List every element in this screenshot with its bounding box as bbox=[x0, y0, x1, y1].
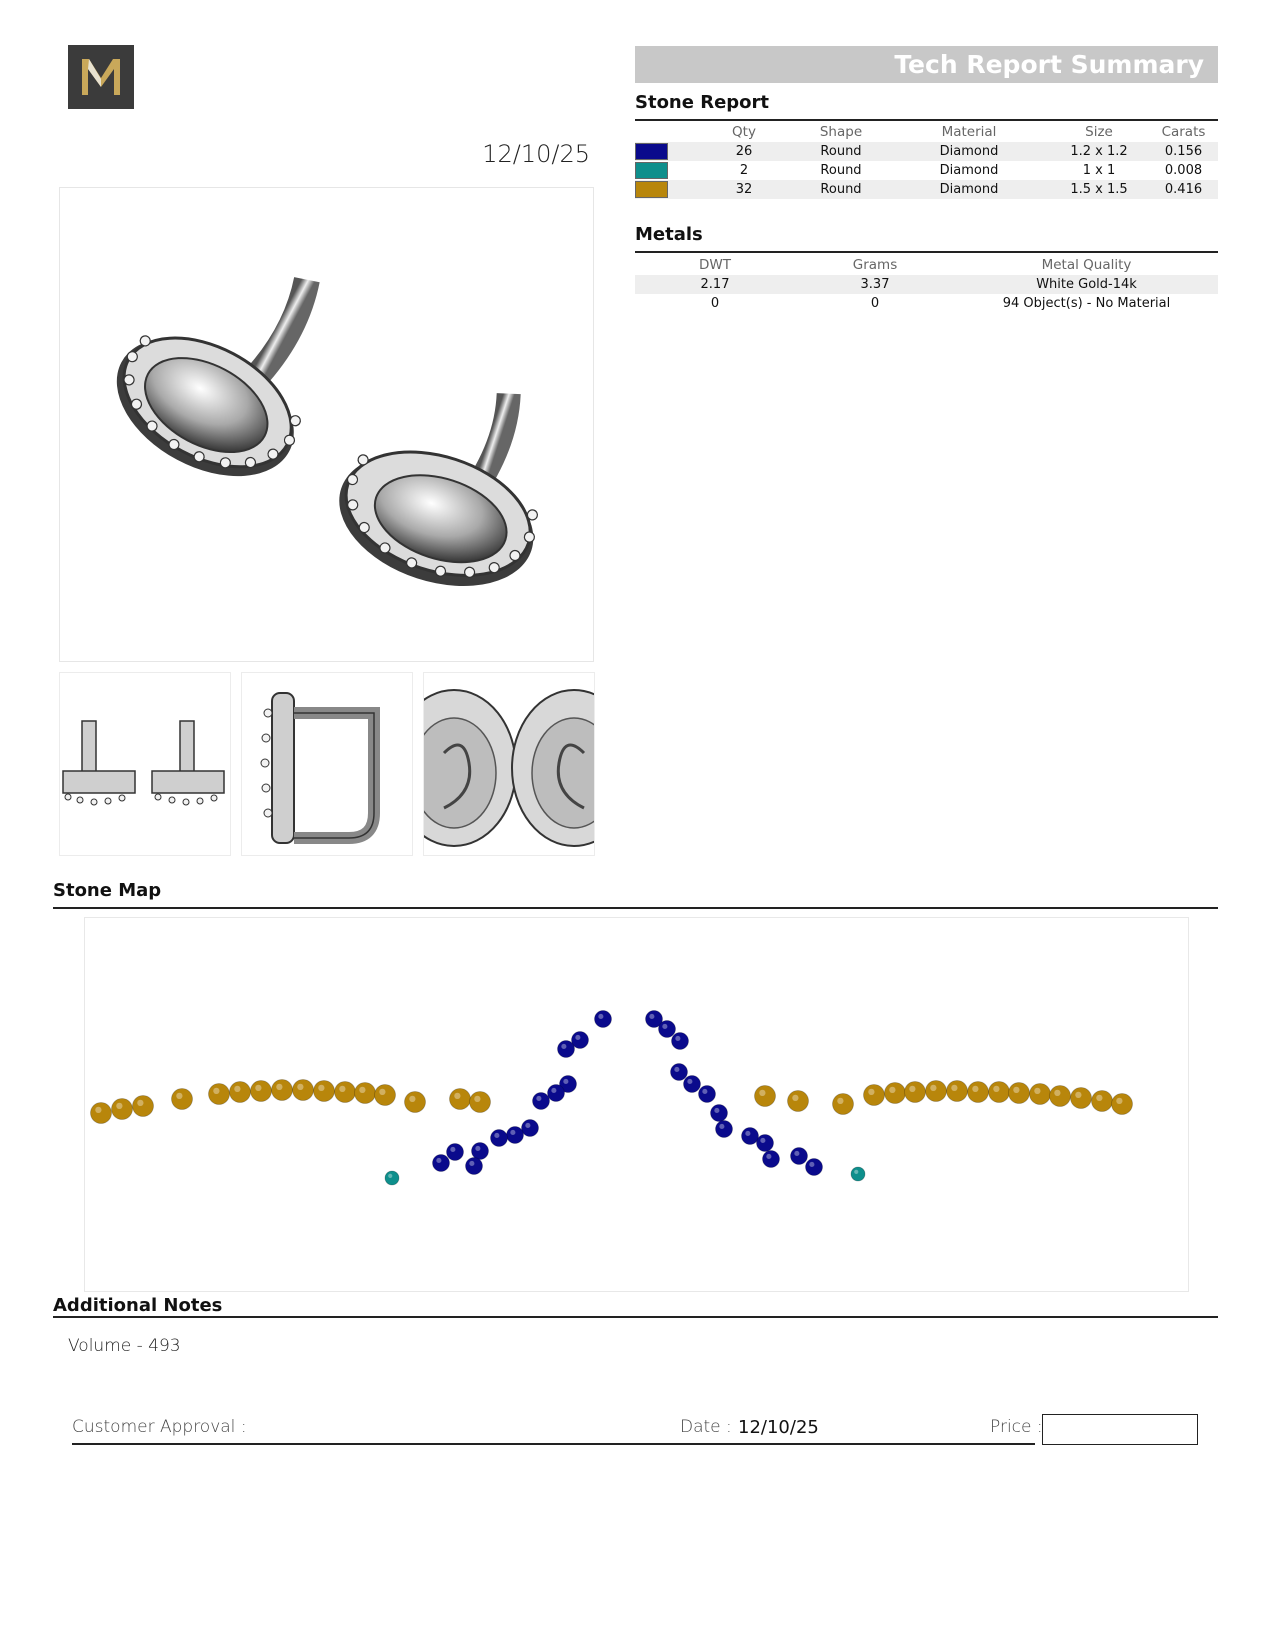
stone-shape: Round bbox=[820, 163, 862, 178]
stone-highlight bbox=[1096, 1095, 1102, 1101]
stone-highlight bbox=[760, 1138, 765, 1143]
stone-dot-gold bbox=[293, 1080, 314, 1101]
stone-report-header-row bbox=[635, 122, 1218, 142]
stone-dot-blue bbox=[684, 1076, 701, 1093]
stone-map-diagram bbox=[85, 918, 1188, 1291]
main-render-view bbox=[59, 187, 594, 662]
stone-color-swatch bbox=[635, 181, 668, 198]
stone-carats: 0.008 bbox=[1164, 163, 1203, 178]
stone-highlight bbox=[951, 1085, 957, 1091]
stone-map-rule bbox=[53, 907, 1218, 909]
metal-grams: 3.37 bbox=[795, 275, 955, 294]
stone-dot-gold bbox=[314, 1081, 335, 1102]
column-header: Grams bbox=[852, 257, 898, 273]
stone-dot-gold bbox=[375, 1085, 396, 1106]
stone-highlight bbox=[930, 1085, 936, 1091]
stone-qty: 26 bbox=[695, 142, 793, 161]
stone-map-panel bbox=[84, 917, 1189, 1292]
table-row bbox=[635, 294, 1218, 313]
column-header: Metal Quality bbox=[1041, 257, 1132, 273]
stone-highlight bbox=[494, 1133, 499, 1138]
stone-highlight bbox=[889, 1087, 895, 1093]
stone-dot-gold bbox=[1092, 1091, 1113, 1112]
approval-date-value: 12/10/25 bbox=[738, 1417, 819, 1438]
stone-report-rule bbox=[635, 119, 1218, 121]
stone-dot-blue bbox=[716, 1121, 733, 1138]
stone-dot-gold bbox=[947, 1081, 968, 1102]
stone-dot-gold bbox=[272, 1080, 293, 1101]
column-header: Carats bbox=[1161, 124, 1206, 140]
price-input-box[interactable] bbox=[1042, 1414, 1198, 1445]
metal-dwt: 0 bbox=[710, 296, 720, 311]
stone-highlight bbox=[1034, 1088, 1040, 1094]
stone-dot-blue bbox=[533, 1093, 550, 1110]
stone-dot-gold bbox=[968, 1082, 989, 1103]
stone-highlight bbox=[598, 1014, 603, 1019]
stone-dot-blue bbox=[806, 1159, 823, 1176]
stone-dot-gold bbox=[91, 1103, 112, 1124]
stone-highlight bbox=[674, 1067, 679, 1072]
additional-notes-title: Additional Notes bbox=[53, 1295, 223, 1316]
stone-dot-gold bbox=[788, 1091, 809, 1112]
stone-dot-blue bbox=[466, 1158, 483, 1175]
stone-dot-blue bbox=[522, 1120, 539, 1137]
stone-report-title: Stone Report bbox=[635, 92, 770, 113]
stone-dot-blue bbox=[507, 1127, 524, 1144]
stone-shape: Round bbox=[793, 180, 889, 199]
stone-highlight bbox=[255, 1085, 261, 1091]
additional-notes-rule bbox=[53, 1316, 1218, 1318]
stone-highlight bbox=[116, 1103, 122, 1109]
stone-dot-blue bbox=[447, 1144, 464, 1161]
stone-highlight bbox=[1116, 1098, 1122, 1104]
stone-highlight bbox=[662, 1024, 667, 1029]
stone-dot-blue bbox=[711, 1105, 728, 1122]
stone-dot-blue bbox=[548, 1085, 565, 1102]
stone-dot-blue bbox=[699, 1086, 716, 1103]
report-date: 12/10/25 bbox=[482, 140, 590, 168]
stone-highlight bbox=[1054, 1090, 1060, 1096]
stone-dot-gold bbox=[335, 1082, 356, 1103]
stone-highlight bbox=[318, 1085, 324, 1091]
stone-dot-gold bbox=[989, 1082, 1010, 1103]
metals-table bbox=[635, 255, 1218, 313]
thumbnail-back-image bbox=[424, 673, 594, 855]
stone-highlight bbox=[359, 1087, 365, 1093]
stone-dot-gold bbox=[1009, 1083, 1030, 1104]
report-title-bar bbox=[635, 46, 1218, 83]
stone-color-swatch bbox=[635, 162, 668, 179]
stone-highlight bbox=[475, 1146, 480, 1151]
stone-highlight bbox=[649, 1014, 654, 1019]
stone-dot-gold bbox=[112, 1099, 133, 1120]
stone-report-table bbox=[635, 122, 1218, 199]
stone-highlight bbox=[759, 1090, 765, 1096]
stone-dot-blue bbox=[791, 1148, 808, 1165]
stone-dot-blue bbox=[433, 1155, 450, 1172]
stone-highlight bbox=[854, 1170, 858, 1174]
stone-dot-gold bbox=[355, 1083, 376, 1104]
stone-dot-gold bbox=[450, 1089, 471, 1110]
metal-dwt: 2.17 bbox=[635, 275, 795, 294]
stone-highlight bbox=[792, 1095, 798, 1101]
table-row bbox=[635, 180, 1218, 199]
stone-highlight bbox=[766, 1154, 771, 1159]
stone-dot-blue bbox=[742, 1128, 759, 1145]
stone-dot-gold bbox=[905, 1082, 926, 1103]
stone-highlight bbox=[450, 1147, 455, 1152]
table-row bbox=[635, 142, 1218, 161]
stone-dot-gold bbox=[1112, 1094, 1133, 1115]
stone-highlight bbox=[339, 1086, 345, 1092]
stone-dot-blue bbox=[491, 1130, 508, 1147]
metals-header-row bbox=[635, 255, 1218, 275]
stone-highlight bbox=[176, 1093, 182, 1099]
company-logo bbox=[68, 45, 134, 109]
stone-dot-blue bbox=[472, 1143, 489, 1160]
stone-dot-teal bbox=[851, 1167, 865, 1181]
metal-grams: 0 bbox=[870, 296, 880, 311]
stone-highlight bbox=[972, 1086, 978, 1092]
stone-color-swatch bbox=[635, 143, 668, 160]
stone-highlight bbox=[474, 1096, 480, 1102]
stone-highlight bbox=[719, 1124, 724, 1129]
stone-dot-gold bbox=[1050, 1086, 1071, 1107]
stone-dot-blue bbox=[595, 1011, 612, 1028]
stone-highlight bbox=[510, 1130, 515, 1135]
price-label: Price : bbox=[990, 1417, 1043, 1437]
stone-dot-blue bbox=[558, 1041, 575, 1058]
table-row bbox=[635, 161, 1218, 180]
stone-highlight bbox=[454, 1093, 460, 1099]
stone-dot-blue bbox=[659, 1021, 676, 1038]
stone-highlight bbox=[687, 1079, 692, 1084]
stone-size: 1 x 1 bbox=[1082, 163, 1116, 178]
stone-highlight bbox=[745, 1131, 750, 1136]
stone-highlight bbox=[388, 1174, 392, 1178]
approval-date-label: Date : bbox=[680, 1417, 732, 1437]
stone-qty: 2 bbox=[739, 163, 749, 178]
column-header: Material bbox=[941, 124, 997, 140]
thumbnail-side-view bbox=[241, 672, 413, 856]
metal-quality: White Gold-14k bbox=[955, 275, 1218, 294]
stone-dot-gold bbox=[833, 1094, 854, 1115]
stone-highlight bbox=[809, 1162, 814, 1167]
stone-highlight bbox=[993, 1086, 999, 1092]
stone-highlight bbox=[234, 1086, 240, 1092]
column-header: Qty bbox=[732, 124, 756, 140]
stone-size: 1.5 x 1.5 bbox=[1049, 180, 1149, 199]
stone-dot-gold bbox=[251, 1081, 272, 1102]
stone-highlight bbox=[525, 1123, 530, 1128]
stone-dot-gold bbox=[405, 1092, 426, 1113]
swatch-header bbox=[635, 122, 695, 142]
stone-dot-blue bbox=[757, 1135, 774, 1152]
stone-highlight bbox=[1075, 1092, 1081, 1098]
stone-highlight bbox=[409, 1096, 415, 1102]
stone-highlight bbox=[536, 1096, 541, 1101]
column-header: Shape bbox=[819, 124, 863, 140]
stone-shape: Round bbox=[793, 142, 889, 161]
column-header: Size bbox=[1085, 124, 1113, 140]
customer-approval-signature-line[interactable] bbox=[72, 1443, 1035, 1445]
stone-carats: 0.156 bbox=[1149, 142, 1218, 161]
stone-highlight bbox=[563, 1079, 568, 1084]
stone-qty: 32 bbox=[695, 180, 793, 199]
stone-highlight bbox=[379, 1089, 385, 1095]
stone-size: 1.2 x 1.2 bbox=[1049, 142, 1149, 161]
stone-highlight bbox=[909, 1086, 915, 1092]
stone-dot-gold bbox=[864, 1085, 885, 1106]
table-row bbox=[635, 275, 1218, 294]
stone-highlight bbox=[137, 1100, 143, 1106]
stone-highlight bbox=[213, 1088, 219, 1094]
stone-map-title: Stone Map bbox=[53, 880, 162, 901]
stone-dot-gold bbox=[1071, 1088, 1092, 1109]
stone-highlight bbox=[1013, 1087, 1019, 1093]
report-title: Tech Report Summary bbox=[894, 50, 1204, 79]
stone-highlight bbox=[868, 1089, 874, 1095]
stone-dot-gold bbox=[209, 1084, 230, 1105]
stone-highlight bbox=[561, 1044, 566, 1049]
stone-dot-gold bbox=[885, 1083, 906, 1104]
customer-approval-label: Customer Approval : bbox=[72, 1417, 247, 1437]
stone-dot-gold bbox=[470, 1092, 491, 1113]
stone-highlight bbox=[837, 1098, 843, 1104]
stone-highlight bbox=[551, 1088, 556, 1093]
thumbnail-back-view bbox=[423, 672, 595, 856]
thumbnail-front-image bbox=[60, 673, 230, 855]
stone-material: Diamond bbox=[889, 180, 1049, 199]
earring-render-image bbox=[60, 188, 593, 661]
stone-material: Diamond bbox=[939, 163, 999, 178]
stone-highlight bbox=[714, 1108, 719, 1113]
metals-title: Metals bbox=[635, 224, 703, 245]
thumbnail-side-image bbox=[242, 673, 412, 855]
stone-dot-gold bbox=[1030, 1084, 1051, 1105]
stone-dot-blue bbox=[671, 1064, 688, 1081]
stone-highlight bbox=[575, 1035, 580, 1040]
stone-highlight bbox=[702, 1089, 707, 1094]
thumbnail-front-view bbox=[59, 672, 231, 856]
stone-highlight bbox=[469, 1161, 474, 1166]
stone-dot-gold bbox=[172, 1089, 193, 1110]
additional-notes-text: Volume - 493 bbox=[68, 1336, 181, 1356]
logo-m-mark bbox=[68, 45, 134, 109]
stone-highlight bbox=[276, 1084, 282, 1090]
stone-dot-gold bbox=[755, 1086, 776, 1107]
stone-dot-gold bbox=[133, 1096, 154, 1117]
stone-dot-gold bbox=[230, 1082, 251, 1103]
metal-quality: 94 Object(s) - No Material bbox=[1002, 296, 1171, 311]
stone-highlight bbox=[95, 1107, 101, 1113]
stone-highlight bbox=[436, 1158, 441, 1163]
stone-dot-blue bbox=[763, 1151, 780, 1168]
stone-highlight bbox=[794, 1151, 799, 1156]
stone-highlight bbox=[297, 1084, 303, 1090]
stone-carats: 0.416 bbox=[1149, 180, 1218, 199]
metals-rule bbox=[635, 251, 1218, 253]
stone-material: Diamond bbox=[889, 142, 1049, 161]
stone-dot-gold bbox=[926, 1081, 947, 1102]
stone-dot-teal bbox=[385, 1171, 399, 1185]
stone-highlight bbox=[675, 1036, 680, 1041]
stone-dot-blue bbox=[672, 1033, 689, 1050]
column-header: DWT bbox=[699, 257, 731, 273]
